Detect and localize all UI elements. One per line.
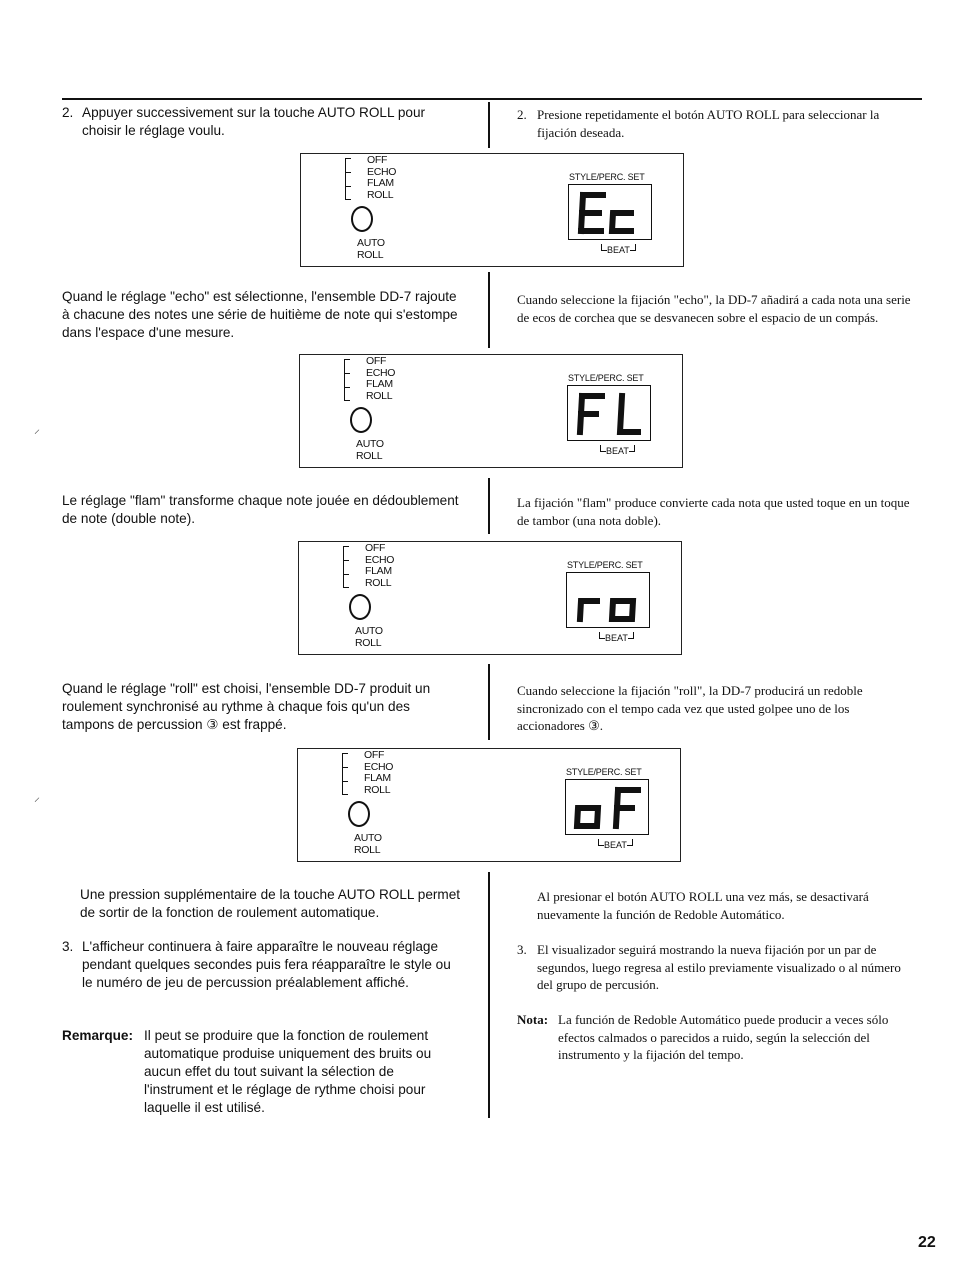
column-divider [488,872,490,1118]
lcd-digits [568,386,652,442]
auto-roll-button[interactable] [349,594,371,620]
es-echo-desc: Cuando seleccione la fijación "echo", la DD-7 añadirá a cada nota una serie de ecos de corchea que se desvanecen sobre el espacio de un compás. [517,292,911,325]
fr-remark: Remarque: Il peut se produire que la fonction de roulement automatique produise uniquement des bruits ou aucun effet du tout suivant la sélection de l'instrument et le réglage de rythme choisi pour laquelle il est utilisé. [62,1028,432,1115]
es-step-2: 2. Presione repetidamente el botón AUTO ROLL para seleccionar la fijación deseada. [517,107,880,140]
fr-echo-desc: Quand le réglage "echo" est sélectionne, l'ensemble DD-7 rajoute à chacune des notes une série de huitième de note qui s'estompe dans l'espace d'une mesure. [62,289,458,340]
page-number: 22 [918,1234,936,1251]
lcd-display [566,572,650,628]
es-note: Nota: La función de Redoble Automático puede producir a veces sólo efectos calmados o parecidos a ruido, según la selección del instrumento y la fijación del tempo. [517,1012,889,1062]
option-bracket [345,158,352,200]
es-flam-desc: La fijación "flam" produce convierte cada nota que usted toque en un toque de tambor (una nota doble). [517,495,910,528]
auto-roll-label: AUTO ROLL [355,625,383,649]
style-perc-set-label: STYLE/PERC. SET [568,373,644,383]
column-divider [488,664,490,740]
margin-mark: ⸝ [34,790,41,804]
lcd-display [567,385,651,441]
beat-label: BEAT [598,839,633,850]
column-divider [488,272,490,348]
fr-exit-desc: Une pression supplémentaire de la touche AUTO ROLL permet de sortir de la fonction de roulement automatique. [80,887,461,920]
es-step-3: 3. El visualizador seguirá mostrando la nueva fijación por un par de segundos, luego regresa al estilo previamente visualizado o al número del grupo de percusión. [517,942,901,992]
display-panel-flam [299,354,683,468]
auto-roll-button[interactable] [351,206,373,232]
fr-roll-desc: Quand le réglage "roll" est choisi, l'ensemble DD-7 produit un roulement synchronisé au rythme à chaque fois qu'un des tampons de percussion ③ est frappé. [62,681,431,732]
option-bracket [343,546,350,588]
lcd-digits [567,573,651,629]
column-divider [488,478,490,534]
option-list: OFF ECHO FLAM ROLL [365,542,395,589]
auto-roll-button[interactable] [350,407,372,433]
auto-roll-label: AUTO ROLL [357,237,385,261]
option-list: OFF ECHO FLAM ROLL [366,355,396,402]
display-panel-off [297,748,681,862]
beat-label: BEAT [601,244,636,255]
lcd-digits [569,185,653,241]
lcd-display [565,779,649,835]
column-divider [488,102,490,148]
style-perc-set-label: STYLE/PERC. SET [566,767,642,777]
top-rule [62,98,922,100]
es-exit-desc: Al presionar el botón AUTO ROLL una vez más, se desactivará nuevamente la función de Redoble Automático. [537,889,869,922]
auto-roll-label: AUTO ROLL [354,832,382,856]
lcd-digits [566,780,650,836]
option-list: OFF ECHO FLAM ROLL [367,154,397,201]
style-perc-set-label: STYLE/PERC. SET [567,560,643,570]
auto-roll-button[interactable] [348,801,370,827]
style-perc-set-label: STYLE/PERC. SET [569,172,645,182]
fr-step-2: 2. Appuyer successivement sur la touche AUTO ROLL pour choisir le réglage voulu. [62,105,426,138]
option-bracket [344,359,351,401]
beat-label: BEAT [600,445,635,456]
display-panel-echo [300,153,684,267]
beat-label: BEAT [599,632,634,643]
display-panel-roll [298,541,682,655]
auto-roll-label: AUTO ROLL [356,438,384,462]
lcd-display [568,184,652,240]
option-bracket [342,753,349,795]
es-roll-desc: Cuando seleccione la fijación "roll", la DD-7 producirá un redoble sincronizado con el tempo cada vez que usted golpee uno de los accionadores ③. [517,683,863,733]
fr-step-3: 3. L'afficheur continuera à faire apparaître le nouveau réglage pendant quelques secondes puis fera réapparaître le style ou le numéro de jeu de percussion préalablement affiché. [62,939,451,990]
margin-mark: ⸝ [34,422,41,436]
option-list: OFF ECHO FLAM ROLL [364,749,394,796]
fr-flam-desc: Le réglage "flam" transforme chaque note jouée en dédoublement de note (double note). [62,493,459,526]
